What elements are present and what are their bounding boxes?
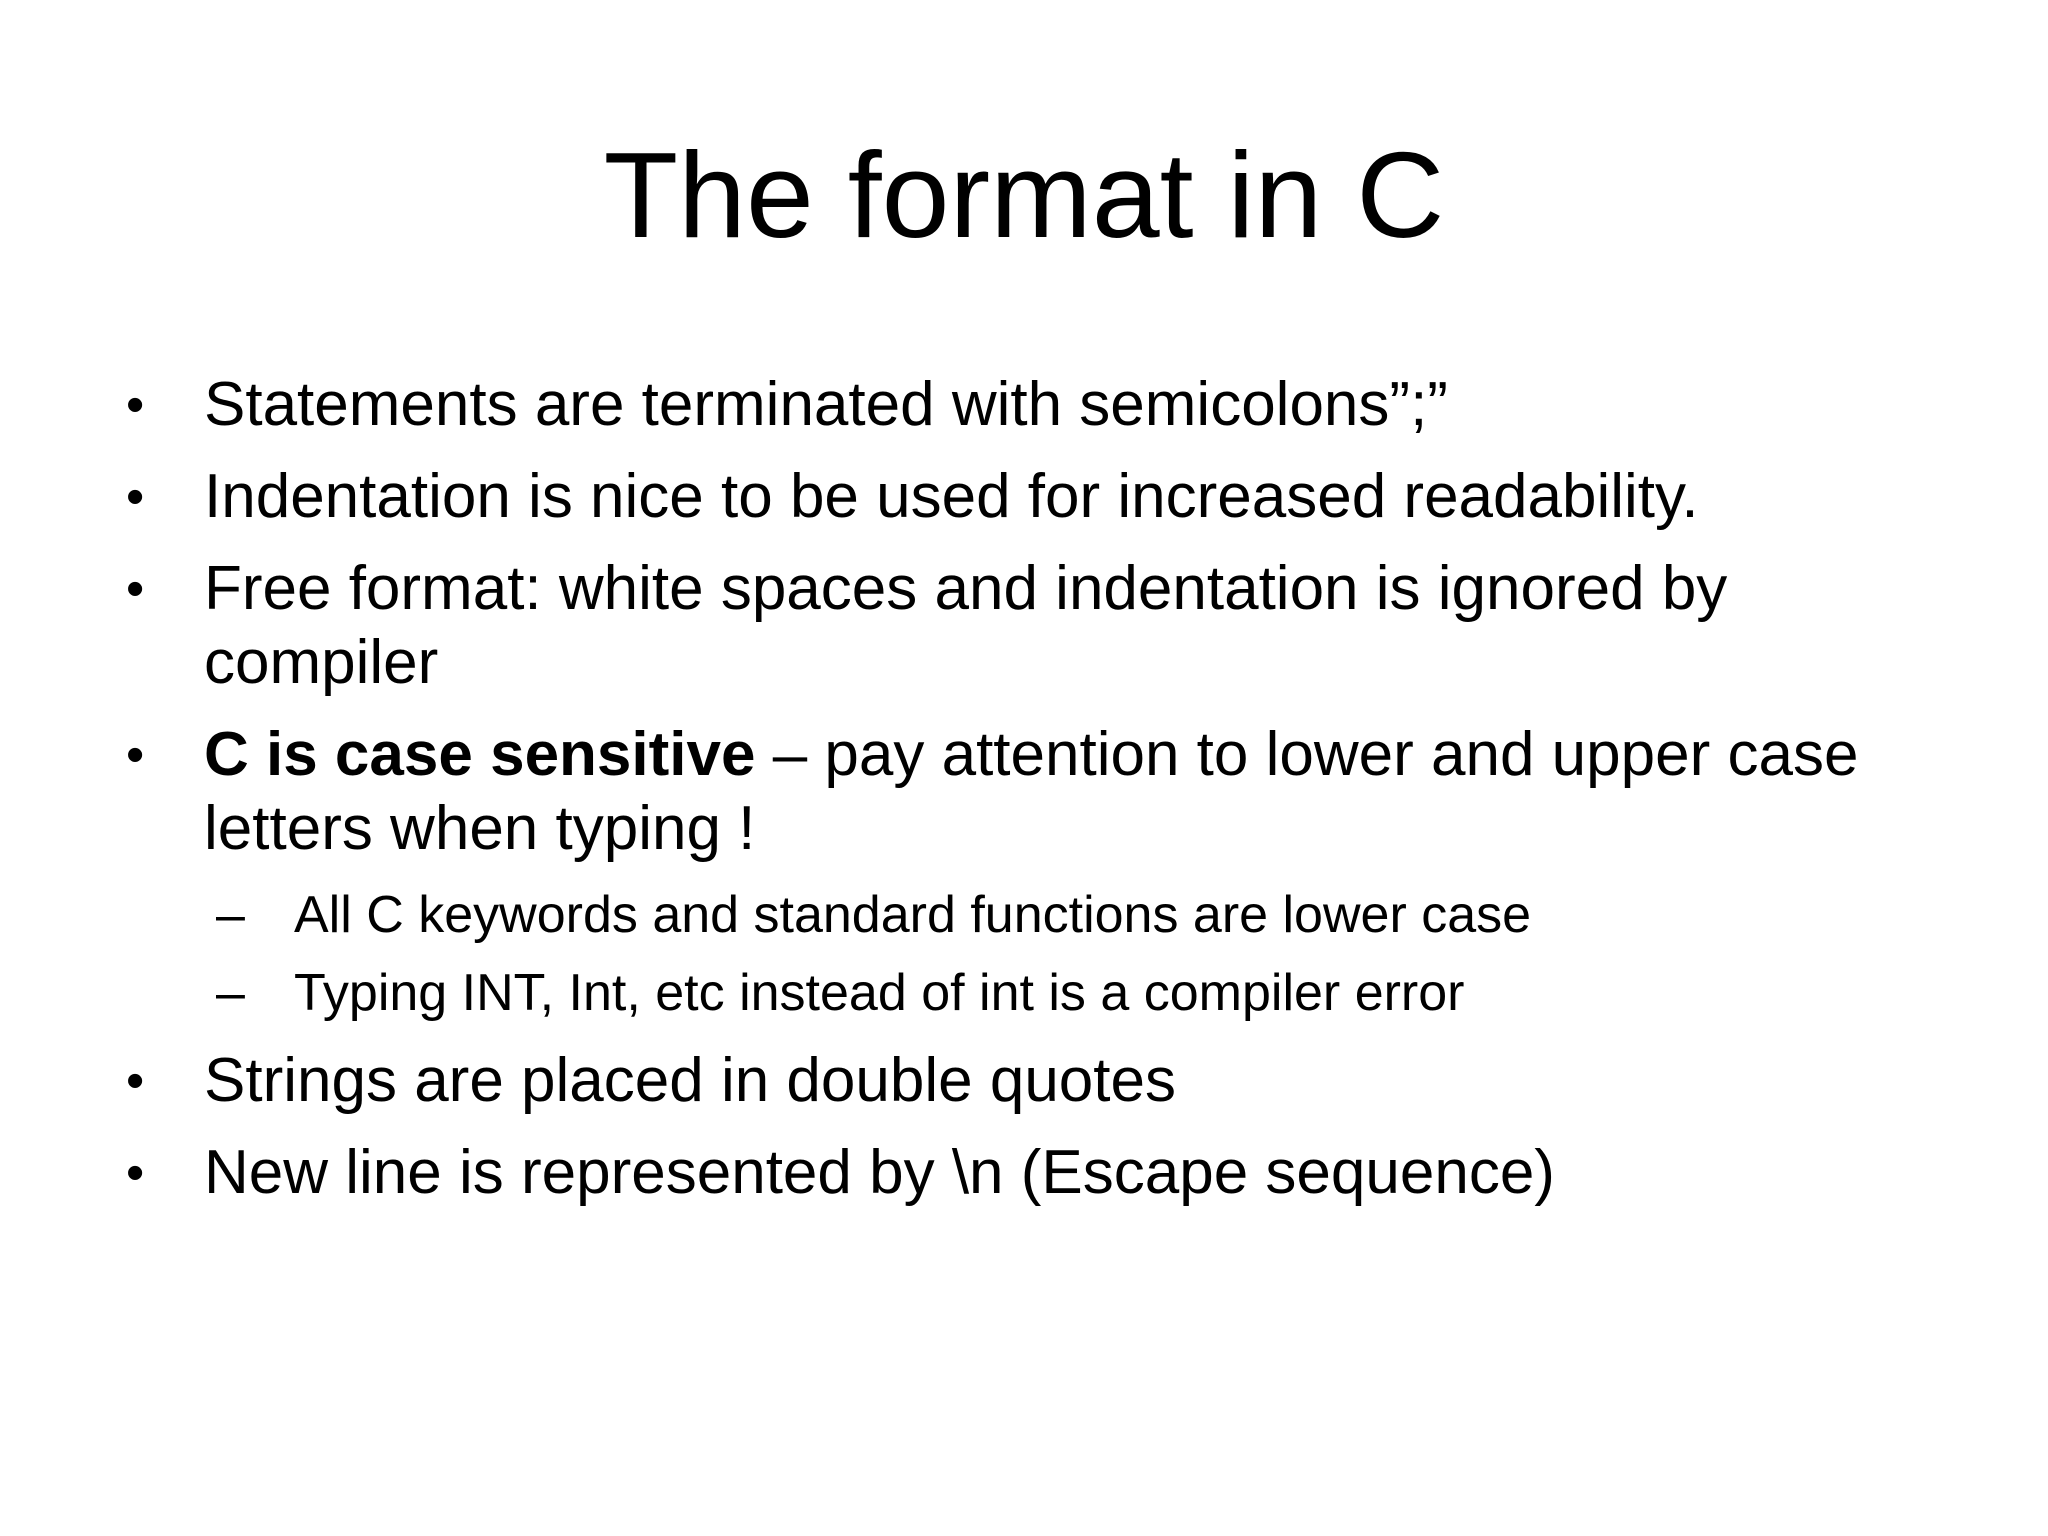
bullet-marker: • [126,376,145,434]
bullet-text: – pay attention to lower and upper case letters when typing ! [204,720,1859,863]
bullet-item-indentation [120,460,1960,534]
sub-bullet-text: All C keywords and standard functions are lower case [294,886,1532,944]
sub-bullet-text: Typing INT, Int, etc instead of int is a compiler error [294,964,1465,1022]
sub-bullet-marker: – [216,886,245,944]
slide-title: The format in C [603,127,1445,263]
bullet-text: Free format: white spaces and indentation is ignored by compiler [204,554,1728,697]
sub-bullet-item-int-error [120,962,1960,1024]
bullet-item-free-format [120,552,1960,700]
bullet-item-strings [120,1044,1960,1118]
bullet-marker: • [126,726,145,784]
sub-bullet-item-keywords [120,884,1960,946]
bullet-bold-text: C is case sensitive [204,720,756,789]
bullet-text: New line is represented by \n (Escape sequence) [204,1138,1555,1207]
bullet-marker: • [126,560,145,618]
bullet-item-semicolons [120,368,1960,442]
bullet-text: Strings are placed in double quotes [204,1046,1176,1115]
bullet-list [120,368,1960,1228]
bullet-item-new-line [120,1136,1960,1210]
bullet-item-case-sensitive [120,718,1960,866]
bullet-marker: • [126,1052,145,1110]
bullet-text: Statements are terminated with semicolons”;” [204,370,1448,439]
bullet-marker: • [126,1144,145,1202]
bullet-marker: • [126,468,145,526]
bullet-text: Indentation is nice to be used for increased readability. [204,462,1699,531]
sub-bullet-marker: – [216,964,245,1022]
